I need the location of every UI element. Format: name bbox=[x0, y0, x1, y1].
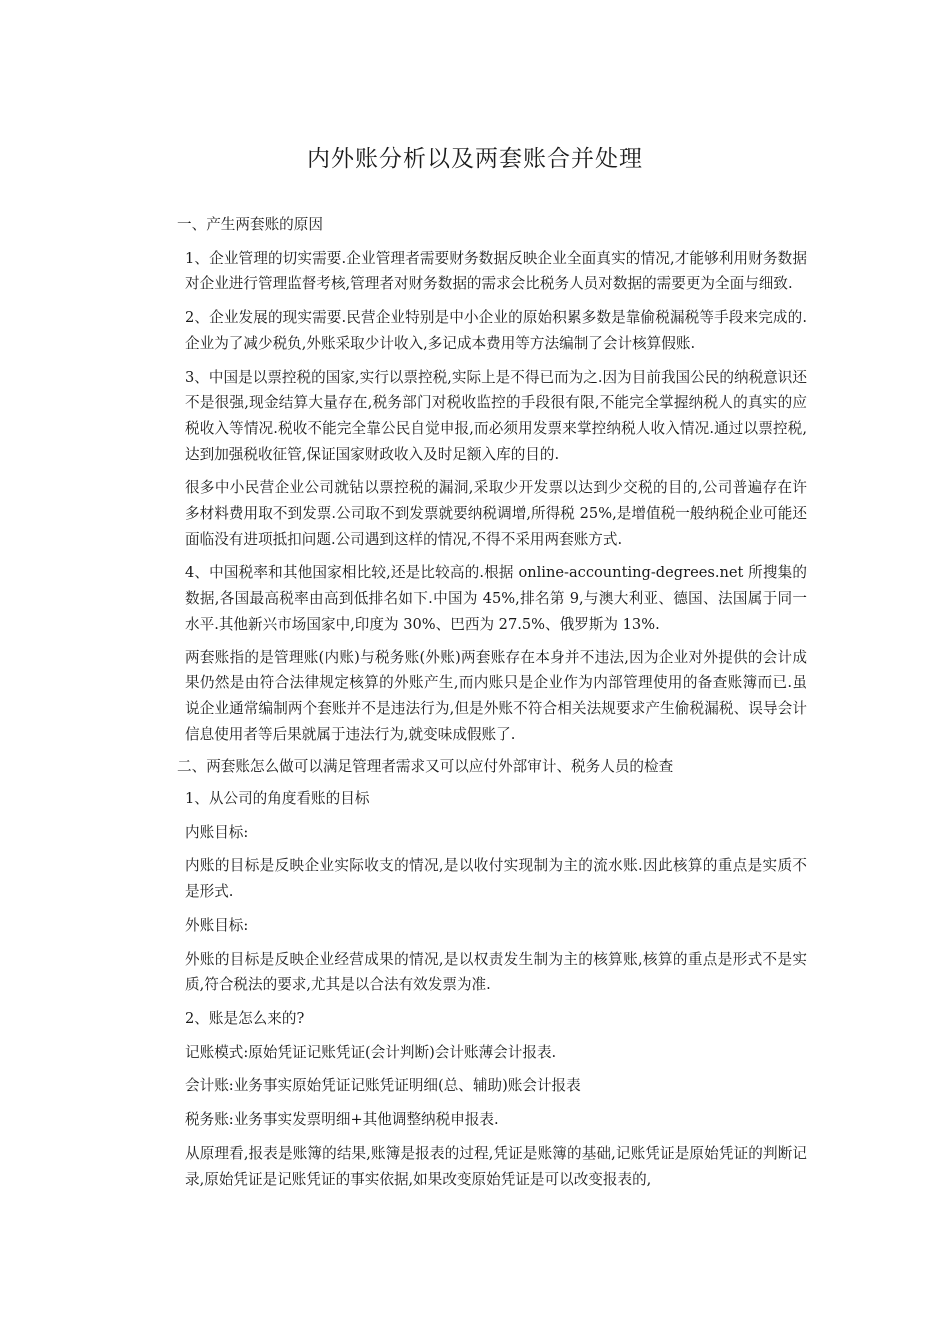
paragraph-reason-2: 2、企业发展的现实需要.民营企业特别是中小企业的原始积累多数是靠偷税漏税等手段来完成的.企业为了减少税负,外账采取少计收入,多记成本费用等方法编制了会计核算假账. bbox=[185, 309, 807, 352]
document-title: 内外账分析以及两套账合并处理 bbox=[307, 146, 643, 172]
paragraph-tax-books: 税务账:业务事实发票明细+其他调整纳税申报表. bbox=[185, 1111, 499, 1129]
paragraph-two-sets-definition: 两套账指的是管理账(内账)与税务账(外账)两套账存在本身并不违法,因为企业对外提供的会计成果仍然是由符合法律规定核算的外账产生,而内账只是企业作为内部管理使用的备查账簿而已.虽说企业通常编制两个套账并不是违法行为,但是外账不符合相关法规要求产生偷税漏税、误导会计信息使用者等后果就属于违法行为,就变味成假账了. bbox=[185, 648, 807, 743]
paragraph-internal-goal: 内账的目标是反映企业实际收支的情况,是以收付实现制为主的流水账.因此核算的重点是实质不是形式. bbox=[185, 857, 807, 901]
section-heading-1: 一、产生两套账的原因 bbox=[177, 216, 323, 233]
paragraph-accounting-books: 会计账:业务事实原始凭证记账凭证明细(总、辅助)账会计报表 bbox=[185, 1077, 581, 1095]
section-heading-2: 二、两套账怎么做可以满足管理者需求又可以应付外部审计、税务人员的检查 bbox=[177, 758, 674, 776]
paragraph-reason-4: 4、中国税率和其他国家相比较,还是比较高的.根据 online-accounting-degrees.net 所搜集的数据,各国最高税率由高到低排名如下.中国为 45%,排名第 9,与澳大利亚、德国、法国属于同一水平.其他新兴市场国家中,印度为 30%、巴西为 27.5%、俄罗斯为 13%. bbox=[185, 564, 807, 633]
paragraph-bookkeeping-model: 记账模式:原始凭证记账凭证(会计判断)会计账薄会计报表. bbox=[185, 1043, 557, 1061]
label-external-goal: 外账目标: bbox=[185, 916, 249, 934]
subheading-account-goals: 1、从公司的角度看账的目标 bbox=[185, 790, 370, 808]
subheading-account-origin: 2、账是怎么来的? bbox=[185, 1009, 305, 1027]
paragraph-reason-1: 1、企业管理的切实需要.企业管理者需要财务数据反映企业全面真实的情况,才能够利用财务数据对企业进行管理监督考核,管理者对财务数据的需求会比税务人员对数据的需要更为全面与细致. bbox=[185, 249, 807, 293]
document-body bbox=[177, 212, 807, 1200]
paragraph-external-goal: 外账的目标是反映企业经营成果的情况,是以权责发生制为主的核算账,核算的重点是形式不是实质,符合税法的要求,尤其是以合法有效发票为准. bbox=[185, 950, 807, 994]
paragraph-reason-3: 3、中国是以票控税的国家,实行以票控税,实际上是不得已而为之.因为目前我国公民的纳税意识还不是很强,现金结算大量存在,税务部门对税收监控的手段很有限,不能完全掌握纳税人的真实的应税收入等情况.税收不能完全靠公民自觉申报,而必须用发票来掌控纳税人收入情况.通过以票控税,达到加强税收征管,保证国家财政收入及时足额入库的目的. bbox=[185, 368, 807, 463]
label-internal-goal: 内账目标: bbox=[185, 823, 249, 841]
paragraph-invoice-loophole: 很多中小民营企业公司就钻以票控税的漏洞,采取少开发票以达到少交税的目的,公司普遍存在许多材料费用取不到发票.公司取不到发票就要纳税调增,所得税 25%,是增值税一般纳税企业可能还面临没有进项抵扣问题.公司遇到这样的情况,不得不采用两套账方式. bbox=[185, 479, 807, 548]
paragraph-principle: 从原理看,报表是账簿的结果,账簿是报表的过程,凭证是账簿的基础,记账凭证是原始凭证的判断记录,原始凭证是记账凭证的事实依据,如果改变原始凭证是可以改变报表的, bbox=[185, 1144, 807, 1188]
